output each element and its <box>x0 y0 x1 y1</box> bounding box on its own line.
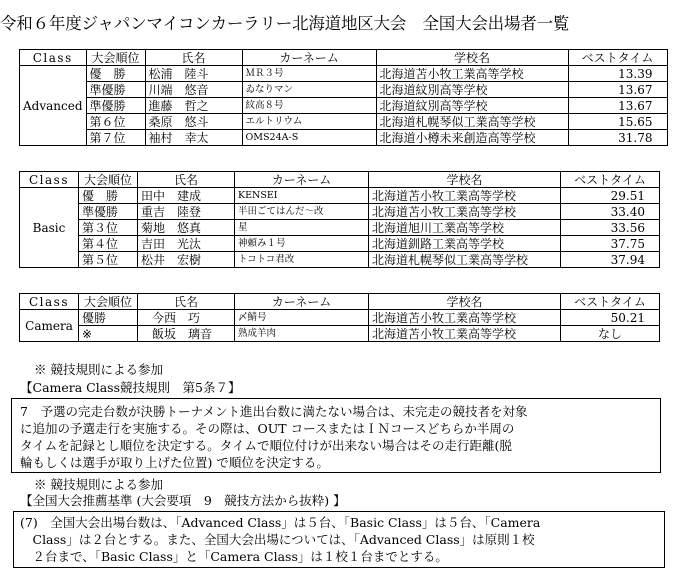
table-header-row <box>20 172 660 188</box>
header-name: 氏名 <box>145 50 242 66</box>
name-cell: 田中 建成 <box>138 188 235 204</box>
header-rank: 大会順位 <box>79 172 138 188</box>
school-cell: 北海道札幌琴似工業高等学校 <box>376 114 568 130</box>
recommend-box <box>13 511 665 568</box>
table-row <box>20 310 660 326</box>
school-cell: 北海道釧路工業高等学校 <box>369 236 561 252</box>
rank-cell: 第６位 <box>86 114 145 130</box>
time-cell: 37.94 <box>561 252 660 268</box>
time-cell: 29.51 <box>561 188 660 204</box>
header-best-time: ベストタイム <box>568 50 667 66</box>
rank-cell: ※ <box>79 326 138 342</box>
recommend-note: ※ 競技規則による参加 <box>34 477 163 492</box>
table-row <box>20 204 660 220</box>
name-cell: 吉田 光汰 <box>138 236 235 252</box>
table-row <box>20 326 660 342</box>
time-cell: 50.21 <box>561 310 660 326</box>
rank-cell: 優 勝 <box>79 188 138 204</box>
table-header-row <box>20 294 660 310</box>
rank-cell: 第５位 <box>79 252 138 268</box>
time-cell: 15.65 <box>568 114 667 130</box>
class-label: Basic <box>20 188 79 268</box>
header-school: 学校名 <box>376 50 568 66</box>
header-rank: 大会順位 <box>79 294 138 310</box>
school-cell: 北海道苫小牧工業高等学校 <box>369 204 561 220</box>
table-row <box>20 220 660 236</box>
car-cell: 紋高８号 <box>242 98 376 114</box>
header-school: 学校名 <box>369 294 561 310</box>
header-class: Class <box>20 294 79 310</box>
rank-cell: 準優勝 <box>79 204 138 220</box>
time-cell: 33.56 <box>561 220 660 236</box>
header-school: 学校名 <box>369 172 561 188</box>
name-cell: 重吉 陸登 <box>138 204 235 220</box>
car-cell: KENSEI <box>235 188 369 204</box>
name-cell: 松浦 陸斗 <box>145 66 242 82</box>
car-cell: 半田ごてはんだ～改 <box>235 204 369 220</box>
table-row <box>20 98 668 114</box>
car-cell: トコトコ君改 <box>235 252 369 268</box>
school-cell: 北海道苫小牧工業高等学校 <box>369 326 561 342</box>
time-cell: 13.67 <box>568 82 667 98</box>
header-name: 氏名 <box>138 172 235 188</box>
car-cell: 〆鯖号 <box>235 310 369 326</box>
header-rank: 大会順位 <box>86 50 145 66</box>
school-cell: 北海道旭川工業高等学校 <box>369 220 561 236</box>
car-cell: OMS24A-S <box>242 130 376 146</box>
name-cell: 飯坂 璃音 <box>138 326 235 342</box>
advanced-results-table <box>19 49 668 146</box>
name-cell: 川端 悠音 <box>145 82 242 98</box>
school-cell: 北海道苫小牧工業高等学校 <box>376 66 568 82</box>
table-row <box>20 82 668 98</box>
rank-cell: 第３位 <box>79 220 138 236</box>
time-cell: なし <box>561 326 660 342</box>
name-cell: 袖村 幸太 <box>145 130 242 146</box>
school-cell: 北海道札幌琴似工業高等学校 <box>369 252 561 268</box>
camera-note: ※ 競技規則による参加 <box>34 362 163 377</box>
rank-cell: 第７位 <box>86 130 145 146</box>
car-cell: エルトリウム <box>242 114 376 130</box>
name-cell: 菊地 悠真 <box>138 220 235 236</box>
table-row <box>20 252 660 268</box>
car-cell: ＭＲ３号 <box>242 66 376 82</box>
rank-cell: 準優勝 <box>86 98 145 114</box>
table-row <box>20 114 668 130</box>
time-cell: 31.78 <box>568 130 667 146</box>
time-cell: 33.40 <box>561 204 660 220</box>
header-class: Class <box>20 50 87 66</box>
rule-line: 7 予選の完走台数が決勝トーナメント進出台数に満たない場合は、未完走の競技者を対象 <box>20 404 528 419</box>
table-header-row <box>20 50 668 66</box>
time-cell: 13.67 <box>568 98 667 114</box>
car-cell: 神頼み１号 <box>235 236 369 252</box>
basic-results-table <box>19 171 660 268</box>
recommend-heading: 【全国大会推薦基準 (大会要項 9 競技方法から抜粋) 】 <box>20 493 346 508</box>
time-cell: 13.39 <box>568 66 667 82</box>
school-cell: 北海道小樽未来創造高等学校 <box>376 130 568 146</box>
header-best-time: ベストタイム <box>561 172 660 188</box>
school-cell: 北海道苫小牧工業高等学校 <box>369 188 561 204</box>
class-label: Advanced <box>20 66 87 146</box>
recommend-line: Class」は２台とする。また、全国大会出場については、「Advanced Class」は原則１校 <box>20 532 535 547</box>
camera-results-table <box>19 293 660 342</box>
table-row <box>20 188 660 204</box>
rank-cell: 優 勝 <box>86 66 145 82</box>
rank-cell: 優勝 <box>79 310 138 326</box>
rule-line: 輪もしくは選手が取り上げた位置) で順位を決定する。 <box>20 455 329 470</box>
table-row <box>20 130 668 146</box>
camera-rule-heading: 【Camera Class競技規則 第5条７】 <box>20 380 241 395</box>
name-cell: 松井 宏樹 <box>138 252 235 268</box>
page-title: 令和６年度ジャパンマイコンカーラリー北海道地区大会 全国大会出場者一覧 <box>0 14 570 33</box>
name-cell: 桑原 悠斗 <box>145 114 242 130</box>
table-row <box>20 236 660 252</box>
rank-cell: 第４位 <box>79 236 138 252</box>
recommend-line: (7) 全国大会出場台数は、「Advanced Class」は５台、「Basic Class」は５台、「Camera <box>20 515 541 530</box>
school-cell: 北海道苫小牧工業高等学校 <box>369 310 561 326</box>
school-cell: 北海道紋別高等学校 <box>376 82 568 98</box>
car-cell: 熟成羊肉 <box>235 326 369 342</box>
time-cell: 37.75 <box>561 236 660 252</box>
name-cell: 進藤 哲之 <box>145 98 242 114</box>
school-cell: 北海道紋別高等学校 <box>376 98 568 114</box>
header-name: 氏名 <box>138 294 235 310</box>
header-car-name: カーネーム <box>235 172 369 188</box>
header-class: Class <box>20 172 79 188</box>
rank-cell: 準優勝 <box>86 82 145 98</box>
car-cell: 星 <box>235 220 369 236</box>
name-cell: 今西 巧 <box>138 310 235 326</box>
rule-line: タイムを記録とし順位を決定する。タイムで順位付けが出来ない場合はその走行距離(脱 <box>20 438 512 453</box>
header-best-time: ベストタイム <box>561 294 660 310</box>
camera-rule-box <box>11 398 661 473</box>
recommend-line: ２台まで、「Basic Class」と「Camera Class」は１校１台までとする。 <box>20 549 448 564</box>
car-cell: ゐなりマン <box>242 82 376 98</box>
header-car-name: カーネーム <box>242 50 376 66</box>
rule-line: に追加の予選走行を実施する。その際は、OUT コースまたはＩＮコースどちらか半周の <box>20 421 515 436</box>
table-row <box>20 66 668 82</box>
class-label: Camera <box>20 310 79 342</box>
header-car-name: カーネーム <box>235 294 369 310</box>
